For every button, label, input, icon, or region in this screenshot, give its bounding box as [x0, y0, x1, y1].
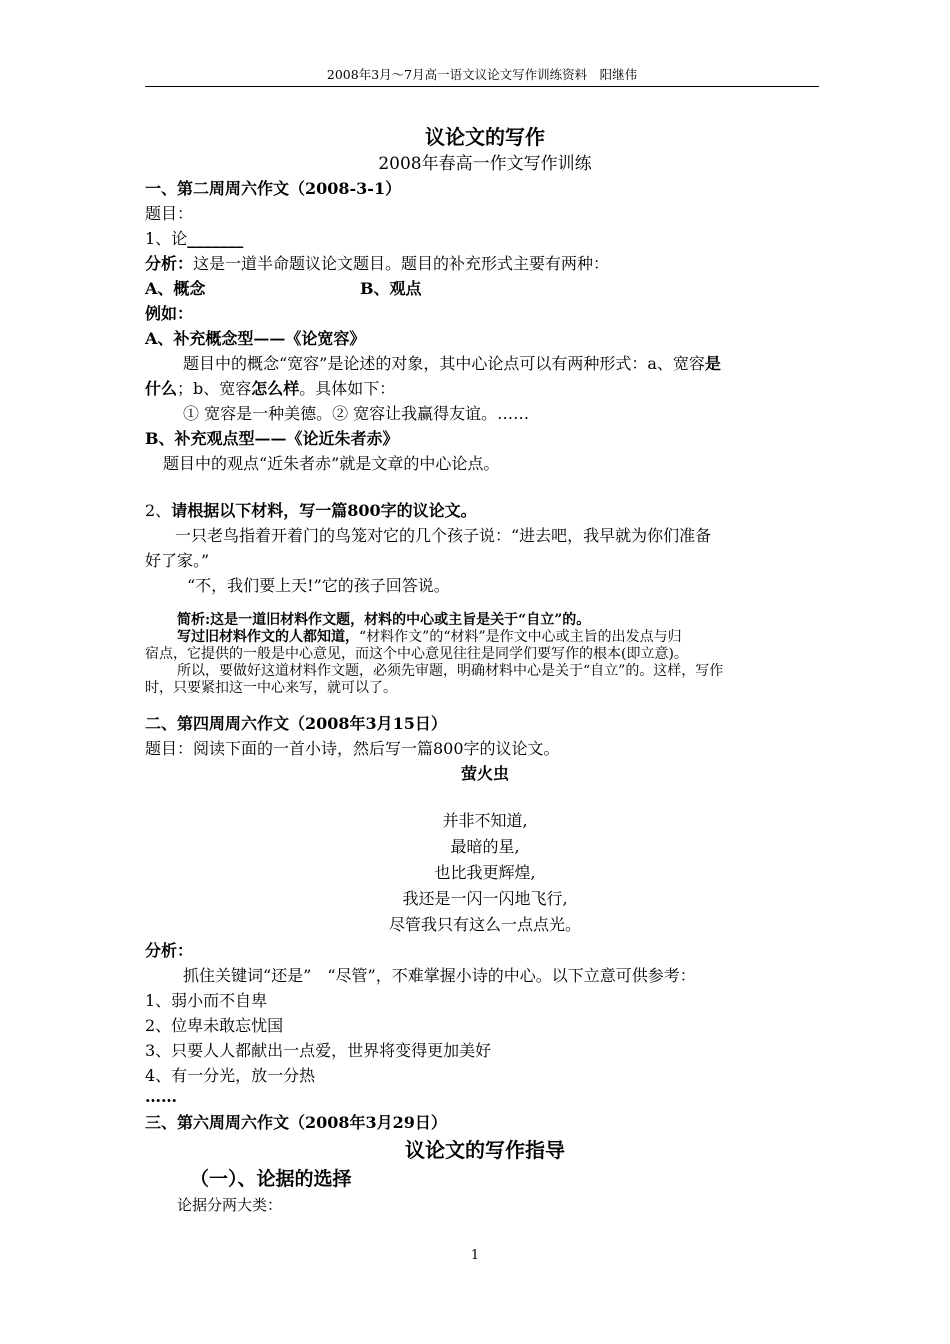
poem-line: 最暗的星, [450, 837, 520, 856]
a-text-2-bold-2: 怎么样 [251, 379, 300, 398]
analysis-label: 分析： [145, 254, 194, 273]
section3-heading: 三、第六周周六作文（2008年3月29日） [145, 1113, 447, 1132]
brief-3: 宿点，它提供的一般是中心意见，而这个中心意见往往是同学们要写作的根本(即立意)。 [145, 646, 688, 662]
poem [145, 808, 825, 938]
a-text-2-mid: ；b、宽容 [177, 379, 252, 398]
poem-line: 我还是一闪一闪地飞行, [402, 889, 568, 908]
brief-4: 所以，要做好这道材料作文题，必须先审题，明确材料中心是关于“自立”的。这样，写作 [177, 663, 724, 679]
a-text-1-bold: 是 [704, 354, 721, 373]
a-heading: A、补充概念型——《论宽容》 [145, 329, 366, 348]
item2 [145, 498, 825, 523]
item1-prefix: 1、论 [145, 229, 188, 248]
option-b: B、观点 [360, 279, 422, 298]
analysis-text: 这是一道半命题议论文题目。题目的补充形式主要有两种： [193, 254, 610, 273]
guide-subheading: （一）、论据的选择 [190, 1168, 352, 1190]
brief-1: 简析:这是一道旧材料作文题，材料的中心或主旨是关于“自立”的。 [177, 612, 591, 628]
a-text-3: ① 宽容是一种美德。② 宽容让我赢得友谊。…… [183, 404, 530, 423]
topic-label: 题目： [145, 204, 194, 223]
guide-title: 议论文的写作指导 [405, 1138, 565, 1162]
spacer [145, 697, 825, 711]
analysis-line [145, 251, 825, 276]
b-text: 题目中的观点“近朱者赤”就是文章的中心论点。 [163, 454, 500, 473]
section1-heading: 一、第二周周六作文（2008-3-1） [145, 179, 402, 198]
item1-blank: _______ [187, 229, 244, 248]
document-subtitle: 2008年春高一作文写作训练 [378, 154, 592, 174]
poem-line: 也比我更辉煌, [434, 863, 536, 882]
spacer [145, 598, 825, 612]
material-1: 一只老鸟指着开着门的鸟笼对它的几个孩子说：“进去吧，我早就为你们准备 [175, 526, 712, 545]
item2-prefix: 2、 [145, 501, 172, 520]
guide-text: 论据分两大类： [177, 1196, 283, 1214]
document-body [145, 120, 825, 1218]
section2-analysis-label: 分析： [145, 941, 194, 960]
a-text-1-main: 题目中的概念“宽容”是论述的对象，其中心论点可以有两种形式：a、宽容 [183, 354, 705, 373]
brief-2-bold: 写过旧材料作文的人都知道， [177, 629, 359, 645]
spacer [145, 476, 825, 498]
idea-item: 3、只要人人都献出一点爱，世界将变得更加美好 [145, 1041, 492, 1060]
idea-item: 1、弱小而不自卑 [145, 991, 268, 1010]
page-header: 2008年3月～7月高一语文议论文写作训练资料 阳继伟 [145, 66, 819, 87]
item1 [145, 226, 825, 251]
poem-line: 并非不知道, [442, 811, 528, 830]
poem-title: 萤火虫 [460, 764, 509, 783]
idea-item: 2、位卑未敢忘忧国 [145, 1016, 284, 1035]
a-text-2-bold-1: 什么 [145, 379, 178, 398]
option-a: A、概念 [145, 279, 206, 298]
item2-text: 请根据以下材料，写一篇800字的议论文。 [171, 501, 477, 520]
options-line [145, 276, 825, 301]
idea-item: 4、有一分光，放一分热 [145, 1066, 316, 1085]
section2-heading: 二、第四周周六作文（2008年3月15日） [145, 714, 447, 733]
example-label: 例如： [145, 304, 194, 323]
a-text-1 [145, 351, 825, 376]
material-3: “不，我们要上天!”它的孩子回答说。 [187, 576, 450, 595]
ellipsis: …… [145, 1087, 177, 1106]
page-number: 1 [470, 1248, 480, 1263]
document-title: 议论文的写作 [425, 125, 545, 149]
poem-line: 尽管我只有这么一点点光。 [388, 915, 581, 934]
b-heading: B、补充观点型——《论近朱者赤》 [145, 429, 399, 448]
a-text-2 [145, 376, 825, 401]
brief-5: 时，只要紧扣这一中心来写，就可以了。 [145, 680, 397, 696]
section2-analysis-text: 抓住关键词“还是” “尽管”，不难掌握小诗的中心。以下立意可供参考： [183, 966, 696, 985]
material-2: 好了家。” [145, 551, 210, 570]
brief-2-rest: “材料作文”的“材料”是作文中心或主旨的出发点与归 [359, 629, 682, 645]
section2-topic: 题目：阅读下面的一首小诗，然后写一篇800字的议论文。 [145, 739, 560, 758]
brief-2 [145, 629, 825, 646]
spacer [145, 786, 825, 808]
a-text-2-end: 。具体如下： [299, 379, 396, 398]
